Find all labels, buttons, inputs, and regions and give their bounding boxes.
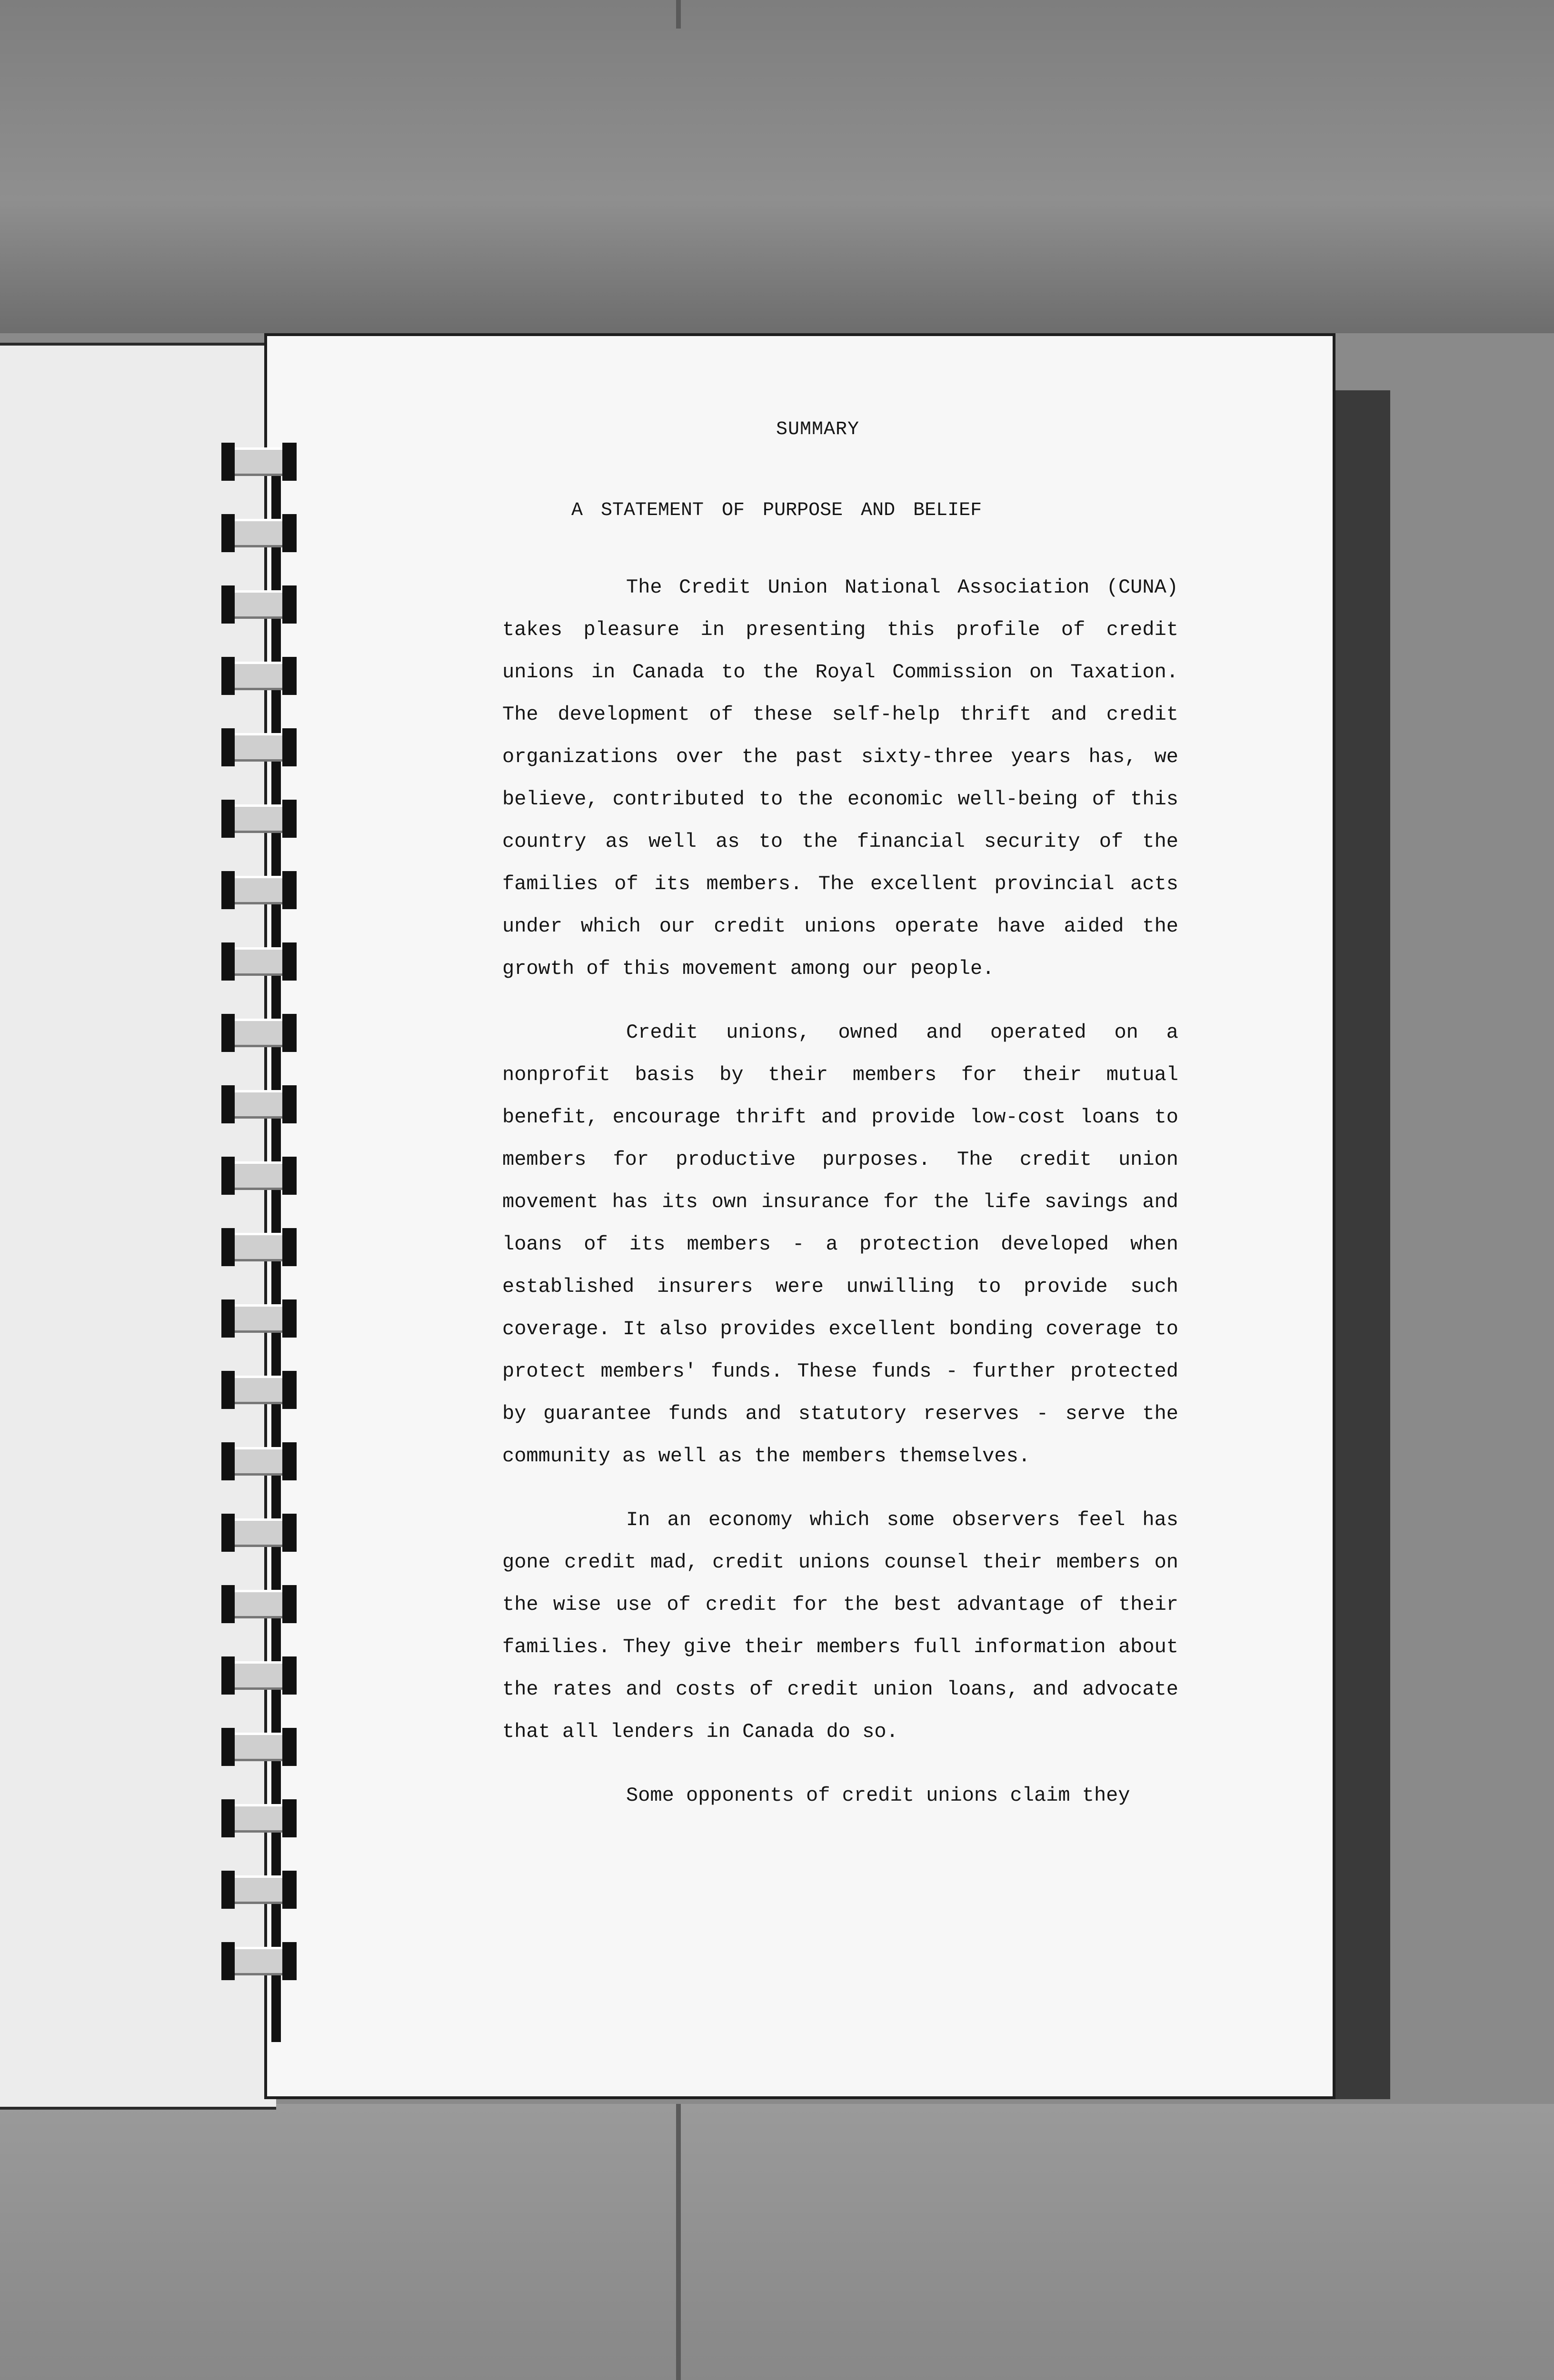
binding-ring: [221, 1442, 302, 1480]
paragraph-1: The Credit Union National Association (CUNA) takes pleasure in presenting this profile of credit unions in Canada to the Royal Commission on Taxation. The development of these self-help thrift and credit organizations over the past sixty-three years has, we believe, contributed to the economic well-being of this country as well as to the financial security of the families of its members. The excellent provincial acts under which our credit unions operate have aided the growth of this movement among our people.: [502, 576, 1178, 980]
binding-ring: [221, 1799, 302, 1837]
binding-ring: [221, 1014, 302, 1052]
document-body: [502, 566, 1178, 1817]
binding-ring: [221, 871, 302, 909]
paragraph-4: Some opponents of credit unions claim they: [626, 1784, 1130, 1807]
binding-ring: [221, 514, 302, 552]
binding-ring: [221, 800, 302, 838]
binding-ring: [221, 942, 302, 981]
binding-ring: [221, 1085, 302, 1123]
binding-ring: [221, 1871, 302, 1909]
binding-ring: [221, 1157, 302, 1195]
background-bottom: [0, 2104, 1554, 2380]
paragraph-2: Credit unions, owned and operated on a nonprofit basis by their members for their mutual benefit, encourage thrift and provide low-cost loans to members for productive purposes. The credit union movement has its own insurance for the life savings and loans of its members - a protection developed when established insurers were unwilling to provide such coverage. It also provides excellent bonding coverage to protect members' funds. These funds - further protected by guarantee funds and statutory reserves - serve the community as well as the members themselves.: [502, 1021, 1178, 1468]
binding-ring: [221, 1585, 302, 1623]
binding-ring: [221, 1942, 302, 1980]
binding-ring: [221, 728, 302, 766]
binding-ring: [221, 443, 302, 481]
binding-ring: [221, 585, 302, 624]
section-heading: A STATEMENT OF PURPOSE AND BELIEF: [571, 500, 982, 521]
crease-line: [676, 2104, 681, 2380]
binding-ring: [221, 1371, 302, 1409]
binding-ring: [221, 1656, 302, 1695]
page-title: SUMMARY: [776, 419, 860, 440]
binding-ring: [221, 1228, 302, 1266]
paragraph-3: In an economy which some observers feel has gone credit mad, credit unions counsel their members on the wise use of credit for the best advantage of their families. They give their members full information about the rates and costs of credit union loans, and advocate that all lenders in Canada do so.: [502, 1508, 1178, 1743]
binding-ring: [221, 1514, 302, 1552]
binding-ring: [221, 1299, 302, 1338]
crease-line: [676, 0, 681, 29]
binding-ring: [221, 657, 302, 695]
binding-ring: [221, 1728, 302, 1766]
background-top: [0, 0, 1554, 333]
